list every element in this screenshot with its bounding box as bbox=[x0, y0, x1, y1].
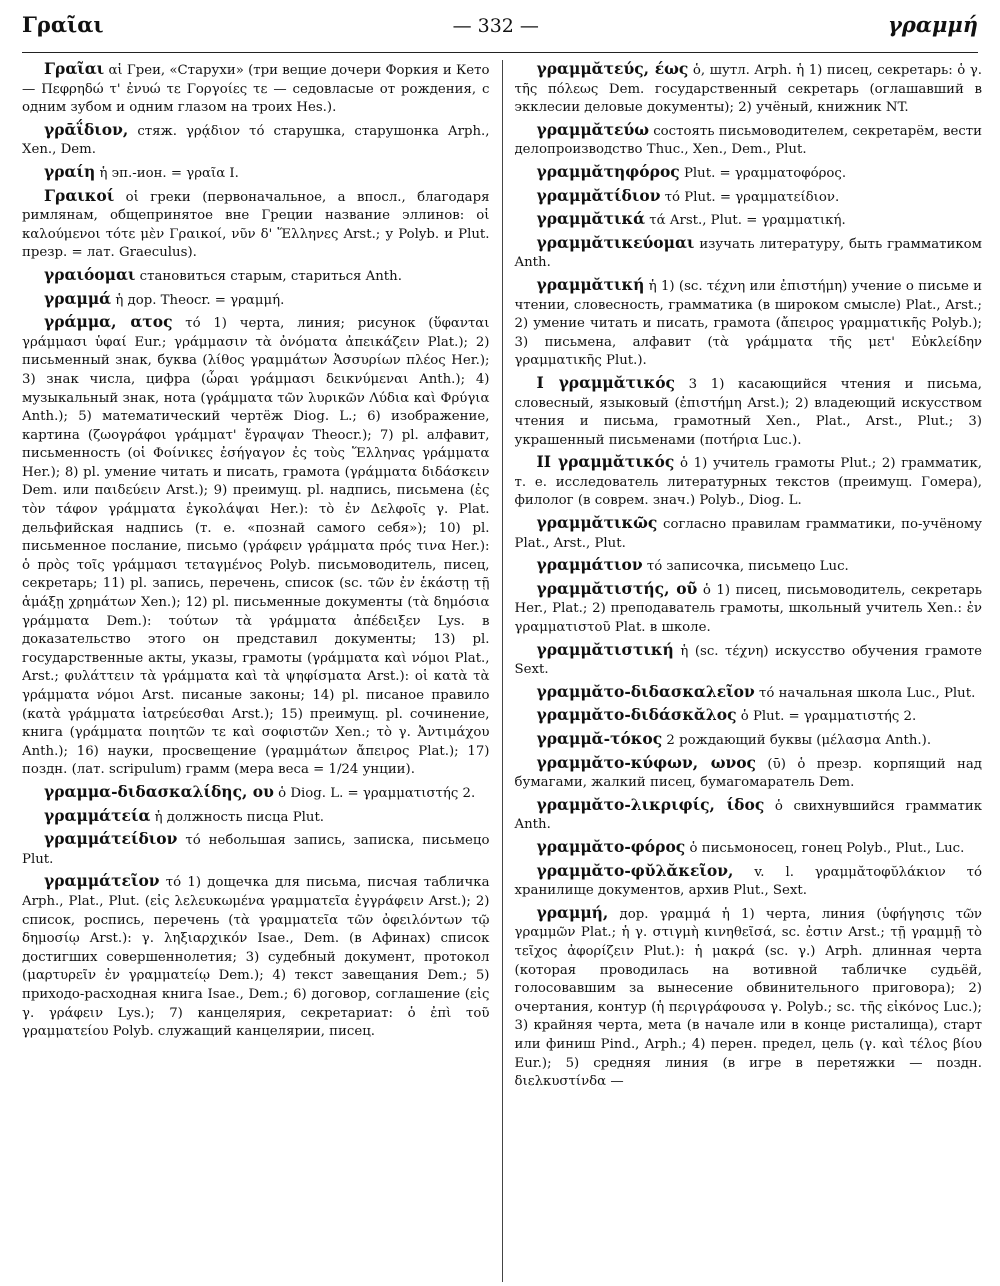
dictionary-entry bbox=[22, 187, 490, 263]
entry-text: τά Arst., Plut. = γραμματική. bbox=[649, 213, 846, 229]
dictionary-entry bbox=[22, 807, 490, 828]
entry-text: становиться старым, стариться Anth. bbox=[139, 268, 402, 284]
entry-headword: Γραικοί bbox=[44, 185, 115, 205]
right-running-headword: γραμμή bbox=[887, 12, 978, 37]
entry-text: состоять письмоводителем, секретарём, вести делопроизводство Thuc., Xen., Dem., Plut. bbox=[514, 123, 982, 158]
dictionary-entry bbox=[22, 121, 490, 160]
entry-text: (ῡ) ὁ презр. корпящий над бумагами, жалкий писец, бумагомаратель Dem. bbox=[514, 756, 982, 791]
dictionary-entry bbox=[22, 290, 490, 311]
entry-headword: γραμμάτείδιον bbox=[44, 829, 178, 849]
dictionary-entry bbox=[515, 706, 983, 727]
page-header bbox=[22, 12, 978, 53]
entry-text: ὁ 1) учитель грамоты Plut.; 2) грамматик, т. е. исследователь литературных текстов (преимущ. Гомера), филолог (в соврем. знач.) Polyb., Diog. L. bbox=[514, 456, 982, 509]
entry-headword: γραίη bbox=[44, 161, 96, 181]
entry-headword: γραιόομαι bbox=[44, 264, 136, 284]
entry-text: v. l. γραμμᾰτοφῠλάκιον τό хранилище документов, архив Plut., Sext. bbox=[514, 864, 982, 899]
entry-headword: γραμμή, bbox=[536, 902, 609, 922]
entry-text: 3 1) касающийся чтения и письма, словесный, языковый (ἐπιστήμη Arst.); 2) владеющий искусством чтения и письма, грамотный Xen., Plat., Arst., Plut.; 3) украшенный письменами (ποτήρια Luc.). bbox=[514, 376, 982, 448]
entry-headword: γραμμᾰτικά bbox=[536, 209, 646, 229]
entry-text: ὁ Diog. L. = γραμματιστής 2. bbox=[278, 785, 476, 801]
dictionary-entry bbox=[515, 730, 983, 751]
entry-headword: γρᾱΐδιον, bbox=[44, 119, 129, 139]
entry-text: Plut. = γραμματοφόρος. bbox=[683, 165, 847, 181]
entry-text: ὁ, шутл. Arph. ἡ 1) писец, секретарь: ὁ γ. τῆς πόλεως Dem. государственный секретарь (оглашавший в экклесии деловые документы); 2) учёный, книжник NT. bbox=[514, 63, 982, 116]
entry-headword: γραμμᾰτεύς, έως bbox=[536, 60, 689, 78]
entry-text: изучать литературу, быть грамматиком Anth. bbox=[514, 236, 982, 271]
entry-headword: γραμμᾰτο-φῠλᾰκεῖον, bbox=[536, 860, 734, 880]
dictionary-entry bbox=[22, 266, 490, 287]
entry-text: дор. γραμμά ἡ 1) черта, линия (ὑφήγησις τῶν γραμμῶν Plat.; ἡ γ. στιγμὴ κινηθεῖσά, sc. ἐστιν Arst.; τῇ γραμμῇ τὸ τεῖχος ἀφορίζειν Plut.): ἡ μακρά (sc. γ.) Arph. длинная черта (которая проводилась на вотивной табличке судьёй, голосовавшим за вынесение обвинительного приговора); 2) очертания, контур (ἡ περιγράφουσα γ. Polyb.; sc. τῆς εἰκόνος Luc.); 3) крайняя черта, мета (в начале или в конце ристалища), старт или финиш Pind., Arph.; 4) перен. предел, цель (γ. καὶ τέλος βίου Eur.); 5) средняя линия (в игре в перетяжки — поздн. διελκυστίνδα — bbox=[514, 906, 982, 1090]
entry-text: τό 1) дощечка для письма, писчая табличка Arph., Plat., Plut. (εἰς λελευκωμένα γραμματεῖα ἐγγράφειν Arst.); 2) список, роспись, перечень (τὰ γραμματεῖα τῶν ὀφειλόντων τῷ δημοσίῳ Arst.): γ. ληξιαρχικόν Isae., Dem. (в Афинах) список достигших совершеннолетия; 3) судебный документ, протокол (μαρτυρεῖν ἐν γραμματείῳ Dem.); 4) текст завещания Dem.; 5) приходо-расходная книга Isae., Dem.; 6) договор, соглашение (εἰς γ. γράφειν Lys.); 7) канцелярия, секретариат: ὁ ἐπὶ τοῦ γραμματείου Polyb. служащий канцелярии, писец. bbox=[22, 875, 490, 1040]
entry-text: ἡ эп.-ион. = γραῖα I. bbox=[99, 165, 239, 181]
dictionary-entry bbox=[515, 234, 983, 273]
entry-text: ὁ письмоносец, гонец Polyb., Plut., Luc. bbox=[689, 840, 965, 856]
entry-headword: γραμμάτιον bbox=[536, 555, 643, 575]
dictionary-entry bbox=[22, 783, 490, 804]
entry-headword: γραμμάτεῖον bbox=[44, 871, 160, 891]
entry-headword: γραμμάτεία bbox=[44, 805, 151, 825]
text-columns bbox=[22, 60, 982, 1282]
entry-headword: I γραμμᾰτικός bbox=[536, 372, 675, 392]
entry-headword: Γραῖαι bbox=[44, 60, 105, 78]
entry-text: τό записочка, письмецо Luc. bbox=[646, 559, 849, 575]
entry-headword: γραμμᾰτεύω bbox=[536, 119, 649, 139]
entry-headword: γραμμᾰτίδιον bbox=[536, 185, 661, 205]
entry-text: ἡ должность писца Plut. bbox=[154, 809, 325, 825]
entry-text: τό 1) черта, линия; рисунок (ὕφανται γράμμασι ὑφαί Eur.; γράμμασιν τὰ ὀνόματα ἀπεικάζειν Plat.); 2) письменный знак, буква (λίθος γραμμάτων Ἀσσυρίων πλέος Her.); 3) знак числа, цифра (ὧραι γράμμασι δεικνύμεναι Anth.); 4) музыкальный знак, нота (γράμματα τῶν λυρικῶν Λύδια καὶ Φρύγια Anth.); 5) математический чертёж Diog. L.; 6) изображение, картина (ζωογράφοι γράμματ' ἔγραψαν Theocr.); 7) pl. алфавит, письменность (οἱ Φοίνικες ἐσήγαγον ἐς τοὺς Ἕλληνας γράμματα Her.); 8) pl. умение читать и писать, грамота (γράμματα διδάσκειν Dem. или παιδεύειν Arst.); 9) преимущ. pl. надпись, письмена (ἐς τὸν τάφον γράμματα ἐγκολάψαι Her.): τὸ ἐν Δελφοῖς γ. Plat. дельфийская надпись (т. е. «познай самого себя»); 10) pl. письменное послание, письмо (γράφειν γράμματα πρός τινα Her.): ὁ πρὸς τοῖς γράμμασι τεταγμένος Polyb. письмоводитель, писец, секретарь; 11) pl. запись, перечень, список (sc. τῶν ἐν ἑκάστῃ τῇ ἁμάξῃ χρημάτων Xen.); 12) pl. письменные документы (τὰ δημόσια γράμματα Dem.): τούτων τὰ γράμματα ἀπέδειξεν Lys. в доказательство этого он представил документы; 13) pl. государственные акты, указы, грамоты (γράμματα καὶ νόμοι Plat., Arst.; φυλάττειν τὰ γράμματα καὶ τὰ ψηφίσματα Arst.): οἱ κατὰ τὰ γράμματα νόμοι Arst. писаные законы; 14) pl. писаное правило (κατὰ γράμματα ἰατρεύεσθαι Arst.); 15) преимущ. pl. сочинение, книга (γράμματα ποιητῶν τε καὶ σοφιστῶν Xen.; τὸ γ. Ἀντιμάχου Anth.); 16) науки, просвещение (γραμμάτων ἄπειρος Plat.); 17) поздн. (лат. scripulum) грамм (мера веса = 1/24 унции). bbox=[22, 316, 490, 778]
dictionary-entry bbox=[515, 210, 983, 231]
dictionary-entry bbox=[515, 121, 983, 160]
entry-text: ὁ 1) писец, письмоводитель, секретарь Her., Plat.; 2) преподаватель грамоты, школьный учитель Xen.: ἐν γραμματιστοῦ Plat. в школе. bbox=[514, 582, 982, 636]
dictionary-entry bbox=[22, 163, 490, 184]
dictionary-entry bbox=[515, 580, 983, 638]
entry-text: согласно правилам грамматики, по-учёному Plat., Arst., Plut. bbox=[514, 517, 982, 551]
entry-headword: γραμμᾰτηφόρος bbox=[536, 161, 680, 181]
dictionary-entry bbox=[22, 830, 490, 869]
entry-text: ἡ дор. Theocr. = γραμμή. bbox=[115, 292, 285, 308]
dictionary-entry bbox=[515, 862, 983, 901]
dictionary-entry bbox=[515, 796, 983, 835]
entry-headword: γράμμα, ατος bbox=[44, 312, 173, 332]
dictionary-entry bbox=[515, 904, 983, 1092]
entry-headword: γραμμᾰτικῶς bbox=[536, 513, 658, 533]
entry-text: ἡ 1) (sc. τέχνη или ἐπιστήμη) учение о письме и чтении, словесность, грамматика (в широком смысле) Plat., Arst.; 2) умение читать и писать, грамота (ἄπειρος γραμματικῆς Polyb.); 3) письмена, алфавит (τὰ γράμματα τῆς μετ' Εὐκλείδην γραμματικῆς Plut.). bbox=[514, 278, 982, 369]
right-column bbox=[502, 60, 983, 1282]
entry-text: οἱ греки (первоначальное, а впосл., благодаря римлянам, общепринятое вне Греции название эллинов: οἱ καλούμενοι τότε μὲν Γραικοί, νῦν δ' Ἕλληνες Arst.; у Polyb. и Plut. презр. = лат. Graeculus). bbox=[22, 189, 490, 261]
entry-headword: γραμμᾰτική bbox=[536, 274, 645, 294]
dictionary-entry bbox=[515, 163, 983, 184]
entry-text: ὁ Plut. = γραμματιστής 2. bbox=[740, 709, 917, 725]
dictionary-entry bbox=[515, 453, 983, 511]
dictionary-entry bbox=[515, 514, 983, 553]
entry-headword: γραμμα-διδασκαλίδης, ου bbox=[44, 781, 274, 801]
entry-text: τό Plut. = γραμματείδιον. bbox=[664, 189, 840, 205]
dictionary-entry bbox=[22, 313, 490, 780]
dictionary-entry bbox=[515, 276, 983, 371]
left-column bbox=[22, 60, 502, 1282]
entry-headword: II γραμμᾰτικός bbox=[536, 452, 675, 472]
entry-headword: γραμμᾰτο-διδασκαλεῖον bbox=[536, 681, 755, 701]
entry-headword: γραμμᾰτο-λικριφίς, ίδος bbox=[536, 794, 765, 814]
dictionary-entry bbox=[515, 374, 983, 450]
entry-text: 2 рождающий буквы (μέλασμα Anth.). bbox=[666, 733, 932, 748]
entry-headword: γραμμᾰτιστική bbox=[536, 639, 674, 659]
entry-text: αἱ Греи, «Старухи» (три вещие дочери Форкия и Кето — Πεφρηδώ τ' ἐνυώ τε Γοργοίες τε — седовласые от рождения, с одним зубом и одним глазом на троих Hes.). bbox=[22, 63, 490, 116]
entry-text: τό начальная школа Luc., Plut. bbox=[758, 685, 976, 701]
entry-headword: γραμμᾰτικεύομαι bbox=[536, 232, 695, 252]
entry-headword: γραμμά bbox=[44, 288, 112, 308]
entry-headword: γραμμᾰ-τόκος bbox=[536, 729, 663, 748]
entry-headword: γραμμᾰτιστής, οῦ bbox=[536, 578, 698, 598]
entry-text: стяж. γρᾴδιον τό старушка, старушонка Arph., Xen., Dem. bbox=[22, 123, 490, 158]
left-running-headword: Γραῖαι bbox=[22, 12, 104, 37]
entry-headword: γραμμᾰτο-φόρος bbox=[536, 836, 686, 856]
dictionary-entry bbox=[515, 754, 983, 793]
entry-headword: γραμμᾰτο-διδάσκᾰλος bbox=[536, 705, 737, 725]
entry-text: ὁ свихнувшийся грамматик Anth. bbox=[514, 798, 982, 833]
entry-text: ἡ (sc. τέχνη) искусство обучения грамоте Sext. bbox=[514, 643, 982, 678]
dictionary-entry bbox=[22, 60, 490, 118]
dictionary-entry bbox=[515, 556, 983, 577]
dictionary-entry bbox=[515, 641, 983, 680]
dictionary-entry bbox=[22, 872, 490, 1041]
dictionary-entry bbox=[515, 683, 983, 704]
dictionary-entry bbox=[515, 187, 983, 208]
dictionary-entry bbox=[515, 60, 983, 118]
dictionary-entry bbox=[515, 838, 983, 859]
entry-headword: γραμμᾰτο-κύφων, ωνος bbox=[536, 752, 756, 772]
page-number: — 332 — bbox=[452, 15, 539, 37]
entry-text: τό небольшая запись, записка, письмецо Plut. bbox=[22, 833, 490, 867]
